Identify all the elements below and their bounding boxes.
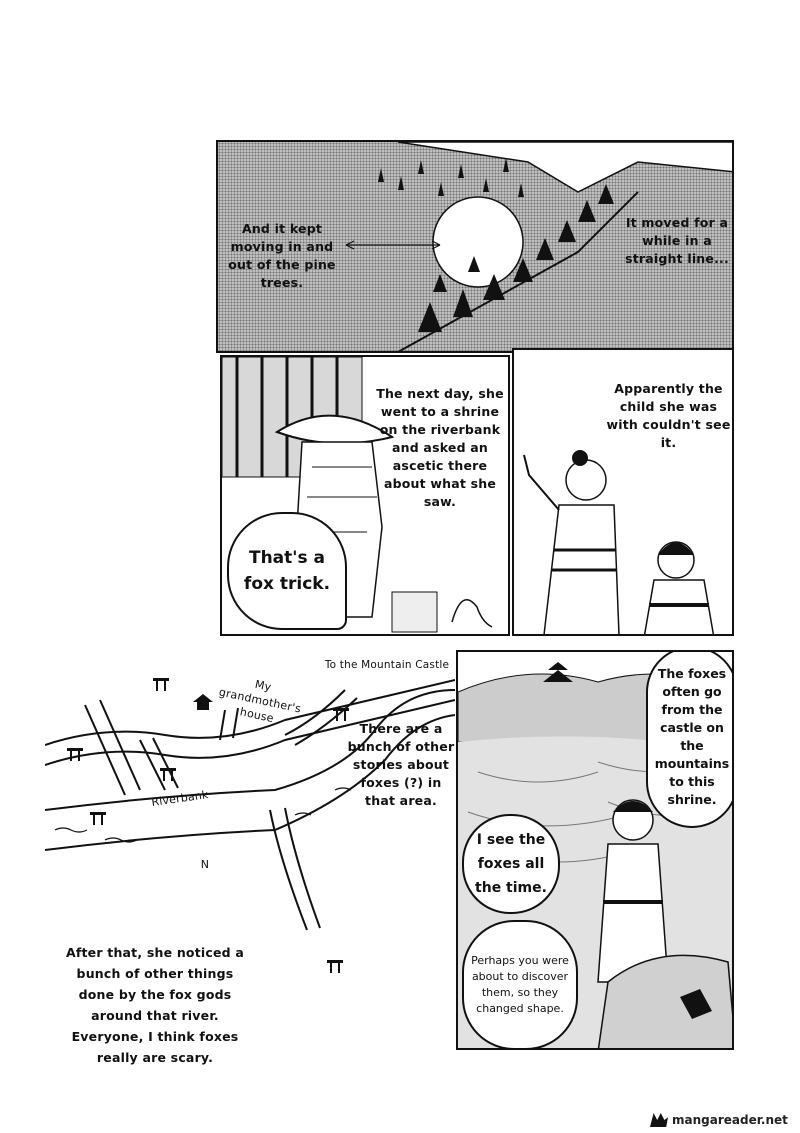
closing-caption: After that, she noticed a bunch of other things done by the fox gods around that river. Everyone, I think foxes really are scary.	[65, 945, 244, 1065]
speech-bubble-see-foxes	[462, 814, 560, 914]
panel-foxes	[456, 650, 734, 1050]
moon	[433, 197, 523, 287]
speech-bubble-fox-trick	[227, 512, 347, 630]
watermark	[650, 1110, 798, 1130]
map-label-north: N	[200, 858, 210, 871]
panel-child	[512, 348, 734, 636]
panel-shrine	[220, 355, 510, 636]
speech-changed-shape: Perhaps you were about to discover them, so they changed shape.	[471, 954, 569, 1015]
panel-moon	[216, 140, 734, 353]
speech-bubble-foxes-often-go	[646, 650, 734, 828]
speech-foxes-often-go: The foxes often go from the castle on the mountains to this shrine.	[654, 666, 730, 807]
map-label-grandmothers-house: My grandmother's house	[217, 677, 303, 726]
fox-logo-icon	[650, 1113, 668, 1127]
watermark-text: mangareader.net	[672, 1113, 788, 1127]
caption-other-stories: There are a bunch of other stories about foxes (?) in that area.	[347, 721, 455, 808]
map-label-mountain-castle: To the Mountain Castle	[324, 659, 450, 671]
speech-see-foxes: I see the foxes all the time.	[475, 832, 547, 896]
map-label-riverbank: Riverbank	[150, 788, 210, 809]
caption-moving-in-out: And it kept moving in and out of the pine trees.	[228, 221, 336, 290]
speech-fox-trick: That's a fox trick.	[243, 548, 331, 594]
caption-straight-line: It moved for a while in a straight line...	[625, 215, 729, 266]
speech-bubble-changed-shape	[462, 920, 578, 1050]
caption-child-couldnt-see: Apparently the child she was with couldn't see it.	[606, 381, 731, 450]
map-area	[45, 650, 455, 980]
caption-next-day: The next day, she went to a shrine on the riverbank and asked an ascetic there about what she saw.	[376, 386, 504, 509]
